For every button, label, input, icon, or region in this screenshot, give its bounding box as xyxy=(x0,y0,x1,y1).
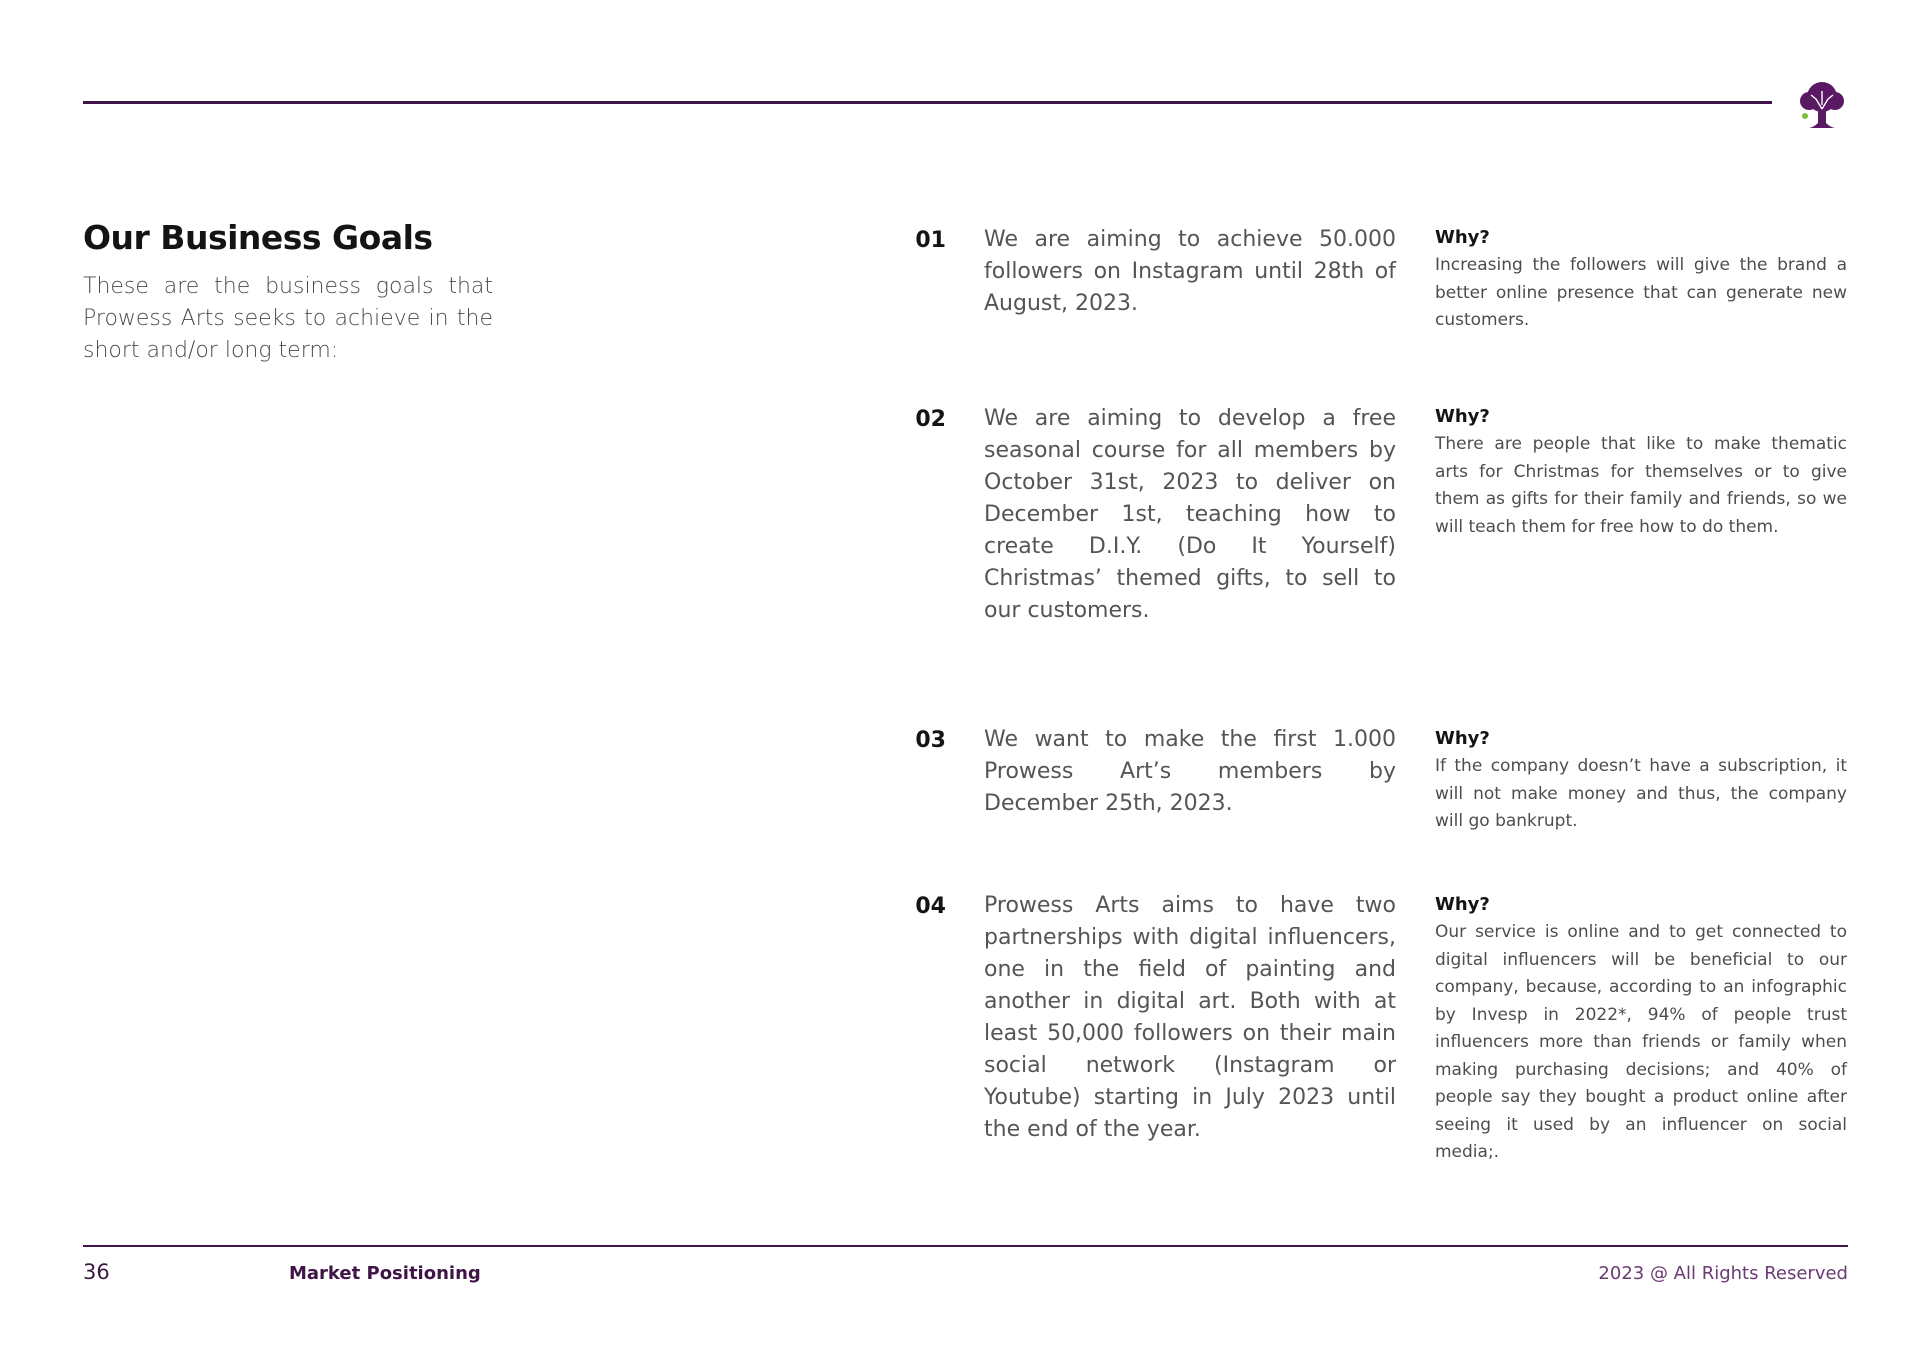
footer-section-name: Market Positioning xyxy=(289,1263,481,1284)
why-label: Why? xyxy=(1435,227,1490,248)
goal-number: 04 xyxy=(915,894,946,919)
goal-text: We want to make the first 1.000 Prowess Art’s members by December 25th, 2023. xyxy=(984,727,1396,816)
goal-number: 01 xyxy=(915,228,946,253)
why-label: Why? xyxy=(1435,894,1490,915)
why-text: Increasing the followers will give the brand a better online presence that can generate new customers. xyxy=(1435,255,1847,330)
goal-number: 02 xyxy=(915,407,946,432)
goal-text: We are aiming to develop a free seasonal course for all members by October 31st, 2023 to deliver on December 1st, teaching how to create D.I.Y. (Do It Yourself) Christmas’ themed gifts, to sell to our customers. xyxy=(984,406,1396,623)
why-text: If the company doesn’t have a subscription, it will not make money and thus, the company will go bankrupt. xyxy=(1435,756,1847,831)
goal-text: Prowess Arts aims to have two partnerships with digital influencers, one in the field of painting and another in digital art. Both with at least 50,000 followers on their main social network (Instagram or Youtube) starting in July 2023 until the end of the year. xyxy=(984,893,1396,1142)
footer-copyright: 2023 @ All Rights Reserved xyxy=(1598,1263,1848,1284)
page-title: Our Business Goals xyxy=(83,218,433,257)
goal-number: 03 xyxy=(915,728,946,753)
why-block xyxy=(1435,893,1847,1167)
why-block xyxy=(1435,226,1847,335)
why-block xyxy=(1435,405,1847,541)
why-block xyxy=(1435,727,1847,836)
footer-divider xyxy=(83,1245,1848,1247)
why-label: Why? xyxy=(1435,728,1490,749)
tree-logo-icon xyxy=(1796,79,1848,131)
goal-text: We are aiming to achieve 50.000 followers on Instagram until 28th of August, 2023. xyxy=(984,227,1396,316)
page-number: 36 xyxy=(83,1260,110,1284)
why-label: Why? xyxy=(1435,406,1490,427)
header-divider xyxy=(83,101,1772,104)
intro-paragraph: These are the business goals that Prowess Arts seeks to achieve in the short and/or long term: xyxy=(83,274,493,363)
why-text: There are people that like to make thematic arts for Christmas for themselves or to give them as gifts for their family and friends, so we will teach them for free how to do them. xyxy=(1435,434,1847,537)
why-text: Our service is online and to get connected to digital influencers will be beneficial to our company, because, according to an infographic by Invesp in 2022*, 94% of people trust influencers more than friends or family when making purchasing decisions; and 40% of people say they bought a product online after seeing it used by an influencer on social media;. xyxy=(1435,922,1847,1162)
